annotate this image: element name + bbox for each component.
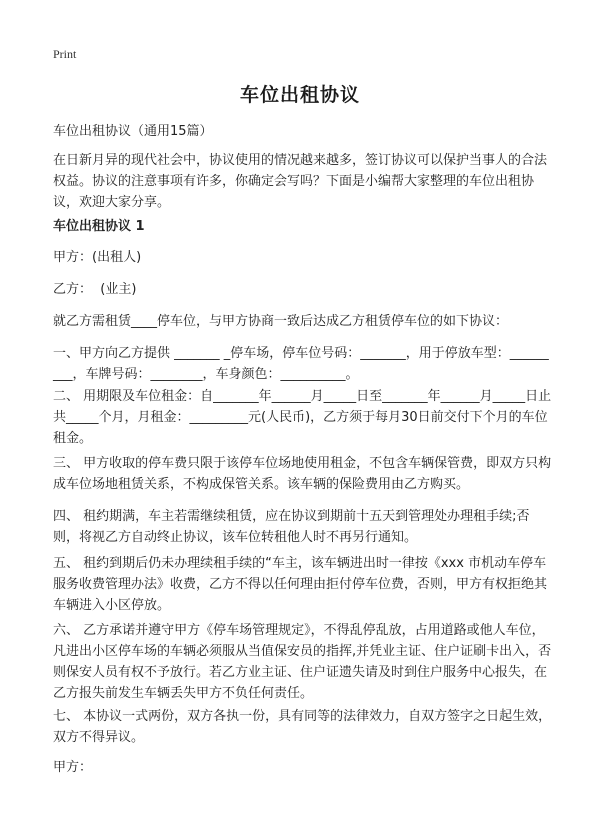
document-title: 车位出租协议 (239, 84, 360, 106)
party-b-line: 乙方： (业主) (53, 282, 137, 297)
signature-party-a: 甲方： (53, 760, 93, 775)
clause-6: 六、 乙方承诺并遵守甲方《停车场管理规定》，不得乱停乱放，占用道路或他人车位，凡进出小区停车场的车辆必须服从当值保安员的指挥,并凭业主证、住户证刷卡出入，否则保安人员有权不予放行。若乙方业主证、住户证遗失请及时到住户服务中心报失，在乙方报失前发生车辆丢失甲方不负任何责任。 (53, 623, 552, 701)
print-label: Print (53, 47, 77, 61)
preamble-paragraph: 就乙方需租赁____停车位，与甲方协商一致后达成乙方租赁停车位的如下协议： (53, 314, 509, 329)
clause-7: 七、 本协议一式两份，双方各执一份，具有同等的法律效力，自双方签字之日起生效，双方不得异议。 (53, 709, 552, 745)
clause-3: 三、 甲方收取的停车费只限于该停车位场地使用租金，不包含车辆保管费，即双方只构成车位场地租赁关系，不构成保管关系。该车辆的保险费用由乙方购买。 (53, 456, 552, 492)
document-subtitle: 车位出租协议（通用15篇） (53, 124, 213, 139)
clause-1: 一、甲方向乙方提供 _______ _停车场，停车位号码：_______，用于停放车型：_________，车牌号码：________，车身颜色：__________。 (53, 346, 549, 382)
party-a-line: 甲方：(出租人) (53, 250, 142, 265)
clause-5: 五、 租约到期后仍未办理续租手续的“车主，该车辆进出时一律按《xxx 市机动车停车服务收费管理办法》收费，乙方不得以任何理由拒付停车位费，否则，甲方有权拒绝其车辆进入小区停放。 (53, 556, 548, 613)
intro-paragraph: 在日新月异的现代社会中，协议使用的情况越来越多，签订协议可以保护当事人的合法权益。协议的注意事项有许多，你确定会写吗？下面是小编帮大家整理的车位出租协议，欢迎大家分享。 (53, 153, 548, 210)
clause-2: 二、 用期限及车位租金：自_______年______月_____日至_______年______月_____日止共_____个月，月租金：_________元(人民币)，乙方须于每月30日前交付下个月的车位租金。 (53, 389, 552, 446)
clause-4: 四、 租约期满，车主若需继续租赁，应在协议到期前十五天到管理处办理租手续;否则，将视乙方自动终止协议，该车位转租他人时不再另行通知。 (53, 509, 530, 545)
section-heading: 车位出租协议 1 (53, 219, 145, 234)
